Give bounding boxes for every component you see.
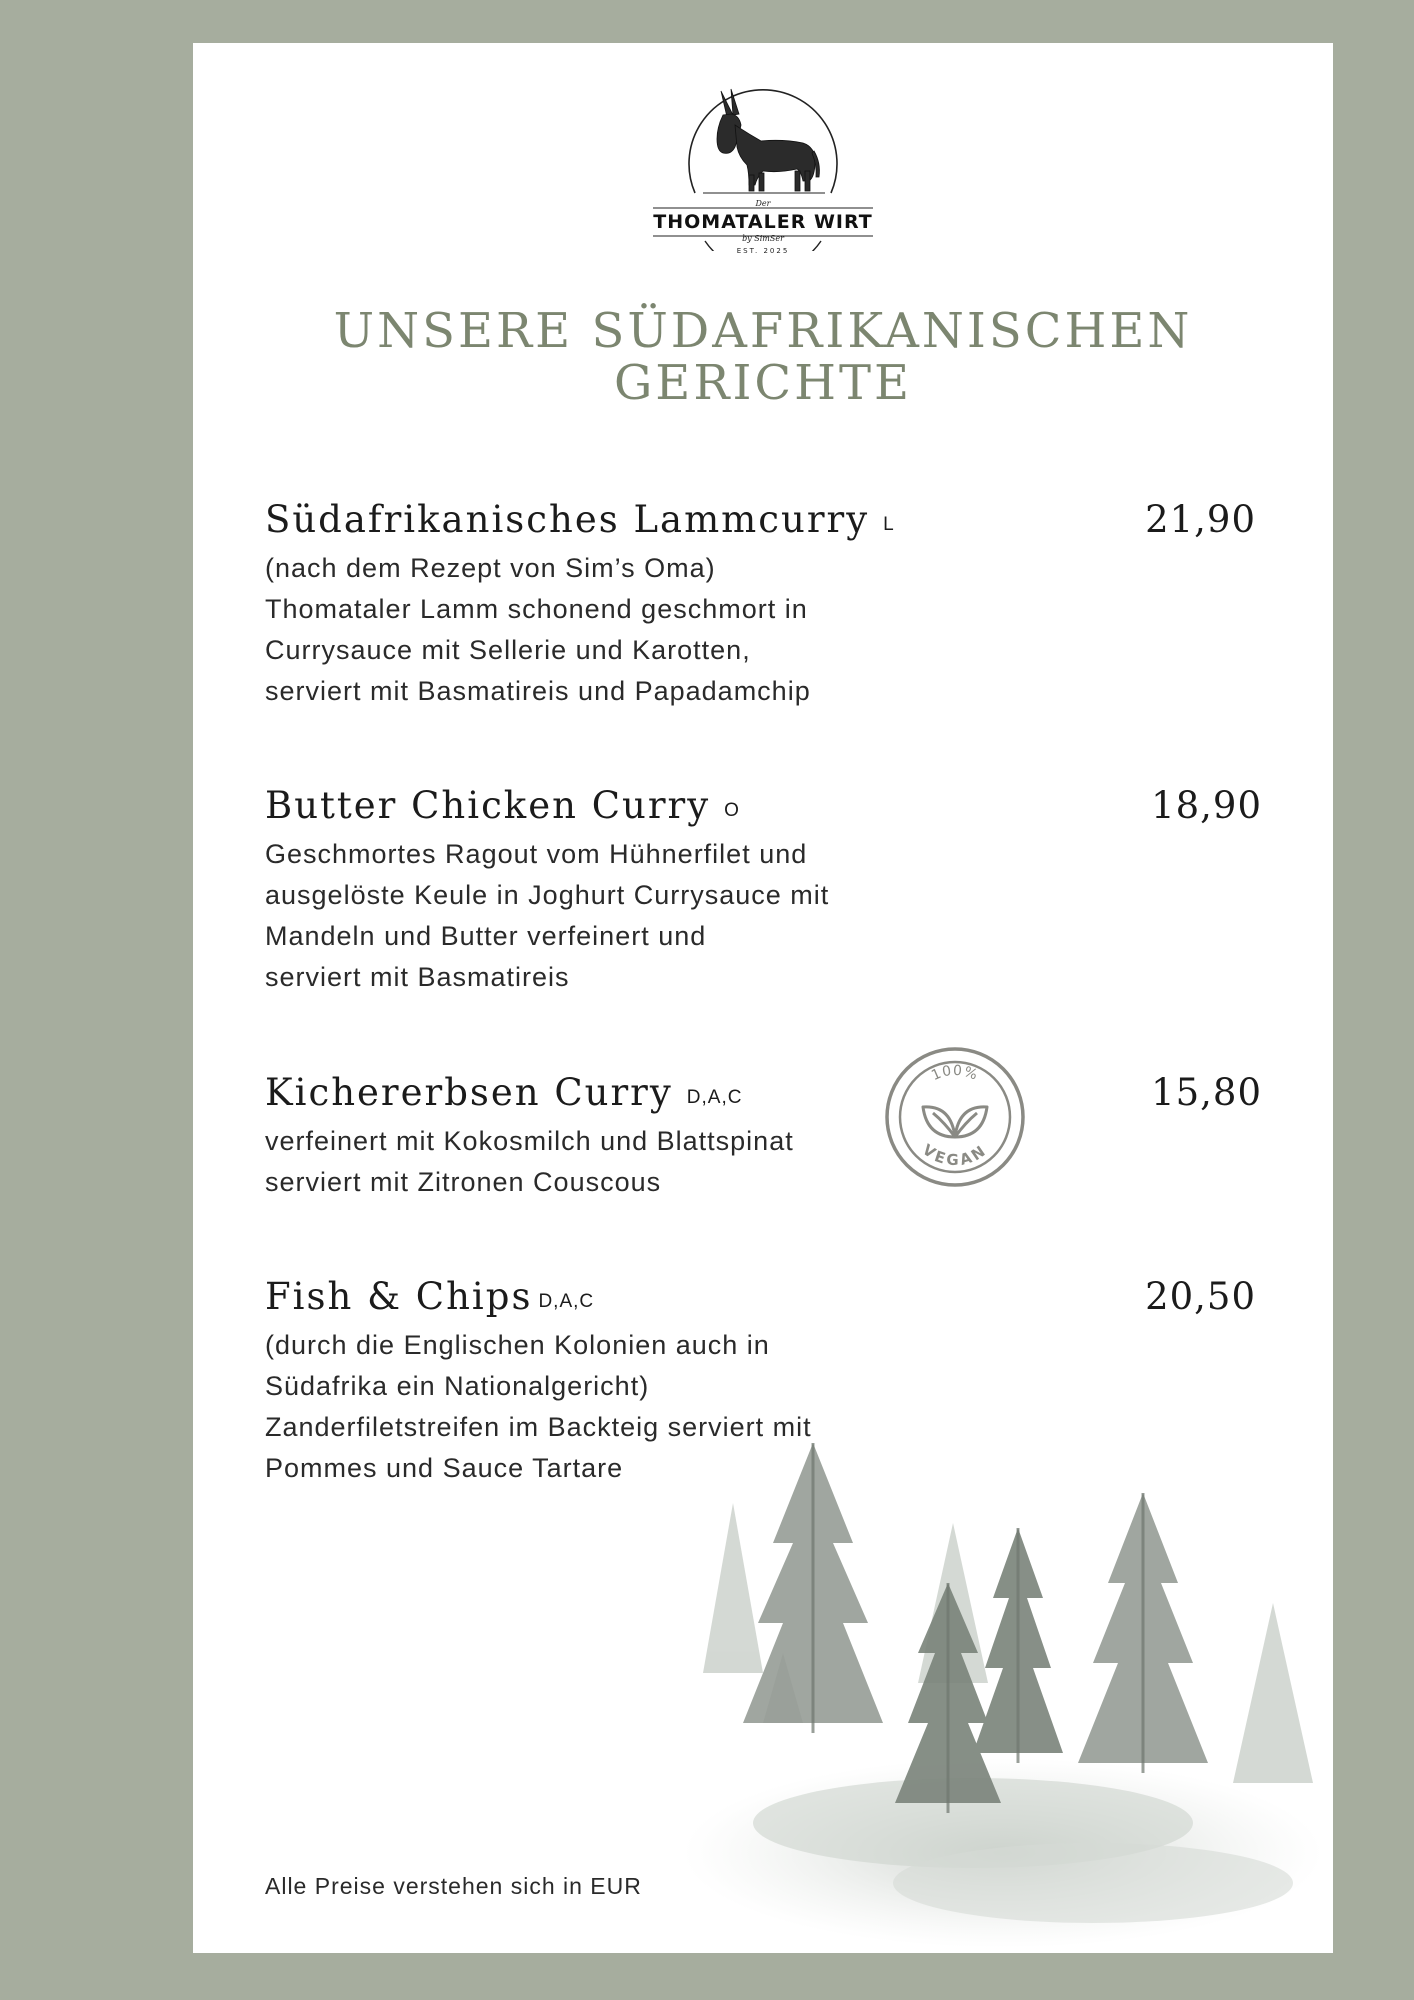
dish-name-row — [265, 783, 1265, 834]
dish-description-line: serviert mit Zitronen Couscous — [265, 1167, 662, 1197]
dish-price: 18,90 — [1151, 784, 1262, 827]
dish-lammcurry — [265, 497, 1265, 712]
dish-description-line: Südafrika ein Nationalgericht) — [265, 1371, 650, 1401]
dish-name-row — [265, 497, 1265, 548]
leaf-icon — [923, 1107, 987, 1137]
dish-allergens: D,A,C — [538, 1291, 595, 1312]
dish-name: Kichererbsen Curry — [265, 1071, 673, 1114]
vegan-badge — [883, 1045, 1027, 1189]
price-note: Alle Preise verstehen sich in EUR — [265, 1873, 642, 1899]
restaurant-logo — [643, 81, 883, 255]
dish-name-row — [265, 1070, 1265, 1121]
dish-kichererbsen — [265, 1070, 1265, 1203]
dish-name: Butter Chicken Curry — [265, 784, 711, 827]
vegan-badge-top-text: 100% — [929, 1062, 981, 1085]
dish-price: 20,50 — [1145, 1275, 1256, 1318]
dish-description-line: Pommes und Sauce Tartare — [265, 1453, 624, 1483]
dish-price: 15,80 — [1151, 1071, 1262, 1114]
dish-description-line: Thomataler Lamm schonend geschmort in — [265, 594, 808, 624]
dish-description-line: Geschmortes Ragout vom Hühnerfilet und — [265, 839, 808, 869]
dish-butter-chicken — [265, 783, 1265, 998]
dish-description-line: Zanderfiletstreifen im Backteig serviert mit — [265, 1412, 812, 1442]
dish-price: 21,90 — [1145, 498, 1256, 541]
dish-name: Fish & Chips — [265, 1275, 533, 1318]
vegan-badge-bottom-text: VEGAN — [919, 1140, 991, 1170]
menu-title-line-1: UNSERE SÜDAFRIKANISCHEN — [333, 303, 1193, 359]
dish-description-line: serviert mit Basmatireis und Papadamchip — [265, 676, 811, 706]
dish-allergens: L — [883, 514, 895, 535]
menu-title — [193, 305, 1333, 409]
dish-description-line: verfeinert mit Kokosmilch und Blattspinat — [265, 1126, 794, 1156]
dish-allergens: O — [724, 800, 740, 821]
watercolor-trees-illustration — [673, 1423, 1333, 1953]
dish-description-line: (durch die Englischen Kolonien auch in — [265, 1330, 770, 1360]
dish-description — [265, 1121, 1265, 1203]
logo-established: EST. 2025 — [736, 247, 790, 255]
dish-name-row — [265, 1274, 1265, 1325]
menu-page — [193, 43, 1333, 1953]
dish-allergens: D,A,C — [686, 1087, 743, 1108]
dish-name: Südafrikanisches Lammcurry — [265, 498, 870, 541]
logo-restaurant-name: THOMATALER WIRT — [653, 211, 873, 233]
menu-title-line-2: GERICHTE — [613, 355, 913, 411]
dish-description-line: Currysauce mit Sellerie und Karotten, — [265, 635, 751, 665]
dish-description-line: (nach dem Rezept von Sim’s Oma) — [265, 553, 716, 583]
vegan-badge-icon — [883, 1045, 1027, 1189]
dish-description-line: Mandeln und Butter verfeinert und — [265, 921, 707, 951]
dish-description — [265, 834, 1265, 998]
dish-description — [265, 548, 1265, 712]
dish-description-line: ausgelöste Keule in Joghurt Currysauce mit — [265, 880, 830, 910]
logo-byline: by SimSer — [742, 234, 784, 243]
dish-description-line: serviert mit Basmatireis — [265, 962, 570, 992]
logo-der-text: Der — [755, 199, 771, 208]
